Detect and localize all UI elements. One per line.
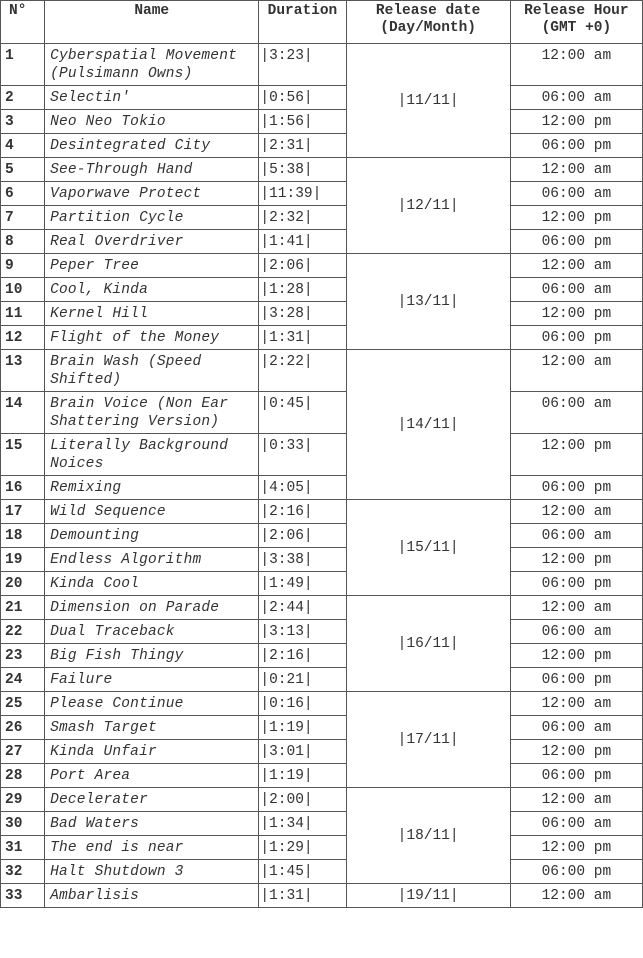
track-name: Partition Cycle (45, 206, 259, 230)
table-row (1, 110, 643, 134)
track-duration: |2:32| (259, 206, 346, 230)
release-hour: 06:00 am (510, 392, 642, 434)
release-hour: 12:00 pm (510, 110, 642, 134)
release-hour: 12:00 pm (510, 740, 642, 764)
release-date: |15/11| (346, 500, 510, 596)
table-row (1, 788, 643, 812)
track-duration: |2:06| (259, 254, 346, 278)
track-name: Vaporwave Protect (45, 182, 259, 206)
release-hour: 06:00 pm (510, 764, 642, 788)
track-duration: |1:45| (259, 860, 346, 884)
track-name: Cool, Kinda (45, 278, 259, 302)
table-row (1, 548, 643, 572)
track-number: 9 (1, 254, 45, 278)
table-row (1, 182, 643, 206)
release-hour: 12:00 am (510, 500, 642, 524)
track-duration: |1:19| (259, 716, 346, 740)
table-row (1, 764, 643, 788)
track-duration: |0:16| (259, 692, 346, 716)
track-number: 15 (1, 434, 45, 476)
release-hour: 12:00 am (510, 254, 642, 278)
release-date: |12/11| (346, 158, 510, 254)
table-row (1, 158, 643, 182)
table-row (1, 350, 643, 392)
track-name: Port Area (45, 764, 259, 788)
release-date: |11/11| (346, 44, 510, 158)
track-name: Smash Target (45, 716, 259, 740)
track-number: 23 (1, 644, 45, 668)
release-date: |13/11| (346, 254, 510, 350)
track-number: 7 (1, 206, 45, 230)
release-hour: 12:00 pm (510, 836, 642, 860)
track-name: Kinda Cool (45, 572, 259, 596)
header-release-date: Release date (Day/Month) (346, 1, 510, 44)
track-duration: |1:56| (259, 110, 346, 134)
track-name: Endless Algorithm (45, 548, 259, 572)
release-hour: 06:00 pm (510, 572, 642, 596)
track-number: 25 (1, 692, 45, 716)
track-name: Kinda Unfair (45, 740, 259, 764)
release-hour: 06:00 pm (510, 230, 642, 254)
track-duration: |11:39| (259, 182, 346, 206)
track-number: 16 (1, 476, 45, 500)
track-name: Dimension on Parade (45, 596, 259, 620)
track-number: 19 (1, 548, 45, 572)
release-hour: 06:00 pm (510, 860, 642, 884)
table-row (1, 302, 643, 326)
table-row (1, 230, 643, 254)
track-number: 2 (1, 86, 45, 110)
table-row (1, 812, 643, 836)
release-hour: 12:00 am (510, 596, 642, 620)
table-row (1, 596, 643, 620)
track-name: Remixing (45, 476, 259, 500)
header-release-hour: Release Hour (GMT +0) (510, 1, 642, 44)
table-row (1, 692, 643, 716)
track-number: 11 (1, 302, 45, 326)
table-row (1, 434, 643, 476)
table-row (1, 524, 643, 548)
track-duration: |1:34| (259, 812, 346, 836)
track-name: The end is near (45, 836, 259, 860)
release-date: |18/11| (346, 788, 510, 884)
track-name: Please Continue (45, 692, 259, 716)
track-duration: |1:31| (259, 326, 346, 350)
track-number: 14 (1, 392, 45, 434)
table-row (1, 278, 643, 302)
track-number: 30 (1, 812, 45, 836)
track-number: 3 (1, 110, 45, 134)
track-number: 4 (1, 134, 45, 158)
table-row (1, 620, 643, 644)
track-number: 28 (1, 764, 45, 788)
track-name: Desintegrated City (45, 134, 259, 158)
table-row (1, 668, 643, 692)
track-name: Dual Traceback (45, 620, 259, 644)
release-hour: 12:00 pm (510, 302, 642, 326)
release-hour: 06:00 pm (510, 326, 642, 350)
track-name: Brain Wash (Speed Shifted) (45, 350, 259, 392)
table-row (1, 254, 643, 278)
header-name: Name (45, 1, 259, 44)
table-row (1, 860, 643, 884)
track-name: Failure (45, 668, 259, 692)
release-hour: 12:00 am (510, 44, 642, 86)
track-duration: |3:38| (259, 548, 346, 572)
release-hour: 12:00 am (510, 692, 642, 716)
track-duration: |1:41| (259, 230, 346, 254)
release-hour: 12:00 am (510, 788, 642, 812)
track-duration: |2:44| (259, 596, 346, 620)
track-number: 6 (1, 182, 45, 206)
track-duration: |2:31| (259, 134, 346, 158)
release-hour: 06:00 am (510, 620, 642, 644)
track-duration: |5:38| (259, 158, 346, 182)
track-duration: |3:28| (259, 302, 346, 326)
table-row (1, 740, 643, 764)
track-duration: |0:45| (259, 392, 346, 434)
track-number: 24 (1, 668, 45, 692)
track-name: Decelerater (45, 788, 259, 812)
track-number: 29 (1, 788, 45, 812)
track-number: 27 (1, 740, 45, 764)
table-row (1, 44, 643, 86)
release-hour: 06:00 am (510, 524, 642, 548)
track-duration: |3:23| (259, 44, 346, 86)
release-hour: 12:00 am (510, 350, 642, 392)
table-row (1, 644, 643, 668)
table-row (1, 500, 643, 524)
track-number: 18 (1, 524, 45, 548)
track-name: Brain Voice (Non Ear Shattering Version) (45, 392, 259, 434)
track-name: Selectin' (45, 86, 259, 110)
release-date: |16/11| (346, 596, 510, 692)
track-duration: |1:28| (259, 278, 346, 302)
track-name: See-Through Hand (45, 158, 259, 182)
table-row (1, 326, 643, 350)
table-row (1, 572, 643, 596)
track-number: 10 (1, 278, 45, 302)
track-number: 13 (1, 350, 45, 392)
track-number: 17 (1, 500, 45, 524)
track-name: Halt Shutdown 3 (45, 860, 259, 884)
track-duration: |0:56| (259, 86, 346, 110)
track-name: Literally Background Noices (45, 434, 259, 476)
release-hour: 06:00 am (510, 716, 642, 740)
release-hour: 12:00 am (510, 158, 642, 182)
track-number: 21 (1, 596, 45, 620)
release-hour: 12:00 am (510, 884, 642, 908)
release-hour: 06:00 am (510, 812, 642, 836)
release-hour: 06:00 pm (510, 476, 642, 500)
track-duration: |3:01| (259, 740, 346, 764)
track-duration: |4:05| (259, 476, 346, 500)
track-number: 1 (1, 44, 45, 86)
track-duration: |3:13| (259, 620, 346, 644)
table-row (1, 884, 643, 908)
header-row (1, 1, 643, 44)
track-duration: |2:16| (259, 500, 346, 524)
release-hour: 06:00 am (510, 278, 642, 302)
track-name: Cyberspatial Movement (Pulsimann Owns) (45, 44, 259, 86)
track-number: 20 (1, 572, 45, 596)
track-duration: |1:49| (259, 572, 346, 596)
track-duration: |2:00| (259, 788, 346, 812)
track-number: 12 (1, 326, 45, 350)
track-name: Demounting (45, 524, 259, 548)
table-row (1, 86, 643, 110)
track-name: Bad Waters (45, 812, 259, 836)
track-duration: |1:29| (259, 836, 346, 860)
release-hour: 06:00 am (510, 182, 642, 206)
table-row (1, 206, 643, 230)
track-duration: |2:16| (259, 644, 346, 668)
table-row (1, 392, 643, 434)
track-number: 5 (1, 158, 45, 182)
track-name: Big Fish Thingy (45, 644, 259, 668)
track-number: 33 (1, 884, 45, 908)
header-duration: Duration (259, 1, 346, 44)
table-row (1, 716, 643, 740)
track-number: 26 (1, 716, 45, 740)
track-duration: |1:31| (259, 884, 346, 908)
track-name: Kernel Hill (45, 302, 259, 326)
track-number: 31 (1, 836, 45, 860)
track-name: Peper Tree (45, 254, 259, 278)
release-hour: 06:00 am (510, 86, 642, 110)
release-date: |19/11| (346, 884, 510, 908)
release-hour: 06:00 pm (510, 668, 642, 692)
track-duration: |2:22| (259, 350, 346, 392)
track-duration: |2:06| (259, 524, 346, 548)
table-row (1, 476, 643, 500)
track-name: Wild Sequence (45, 500, 259, 524)
release-hour: 12:00 pm (510, 548, 642, 572)
release-hour: 12:00 pm (510, 206, 642, 230)
track-name: Neo Neo Tokio (45, 110, 259, 134)
release-hour: 12:00 pm (510, 434, 642, 476)
release-hour: 06:00 pm (510, 134, 642, 158)
track-number: 8 (1, 230, 45, 254)
track-duration: |1:19| (259, 764, 346, 788)
release-date: |17/11| (346, 692, 510, 788)
release-hour: 12:00 pm (510, 644, 642, 668)
table-row (1, 134, 643, 158)
track-duration: |0:21| (259, 668, 346, 692)
track-name: Ambarlisis (45, 884, 259, 908)
track-name: Real Overdriver (45, 230, 259, 254)
track-number: 22 (1, 620, 45, 644)
track-name: Flight of the Money (45, 326, 259, 350)
table-row (1, 836, 643, 860)
header-number: N° (1, 1, 45, 44)
track-number: 32 (1, 860, 45, 884)
release-date: |14/11| (346, 350, 510, 500)
track-duration: |0:33| (259, 434, 346, 476)
